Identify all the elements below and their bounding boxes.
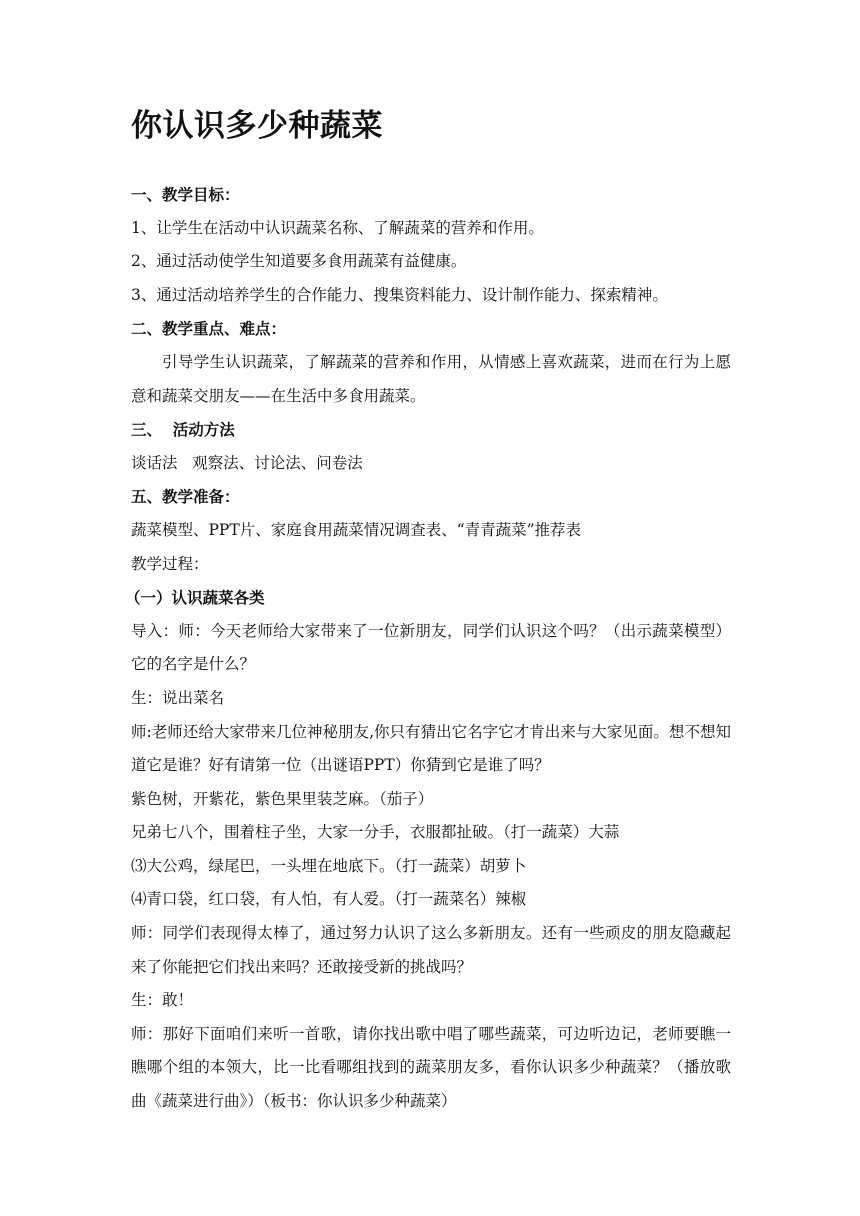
riddle-2: 兄弟七八个，围着柱子坐，大家一分手，衣服都扯破。（打一蔬菜）大蒜 xyxy=(131,823,620,842)
method-heading: 三、 活动方法 xyxy=(131,420,235,440)
student-reply-1: 生：说出菜名 xyxy=(131,688,225,707)
goals-heading: 一、教学目标： xyxy=(131,185,240,204)
preparation-heading: 五、教学准备： xyxy=(131,487,240,507)
riddle-4: ⑷青口袋，红口袋，有人怕，有人爱。（打一蔬菜名）辣椒 xyxy=(131,890,527,909)
teacher-paragraph-2: 师：同学们表现得太棒了，通过努力认识了这么多新朋友。还有一些顽皮的朋友隐藏起来了你能把它们找出来吗？还敢接受新的挑战吗？ xyxy=(131,924,731,976)
key-points-heading: 二、教学重点、难点： xyxy=(131,319,287,339)
process-label: 教学过程： xyxy=(131,554,209,573)
goal-item-1: 1、让学生在活动中认识蔬菜名称、了解蔬菜的营养和作用。 xyxy=(131,218,544,237)
part-one-heading: （一）认识蔬菜各类 xyxy=(125,588,265,608)
teacher-paragraph-3: 师：那好下面咱们来听一首歌，请你找出歌中唱了哪些蔬菜，可边听边记，老师要瞧一瞧哪个组的本领大，比一比看哪组找到的蔬菜朋友多，看你认识多少种蔬菜？（播放歌曲《蔬菜进行曲》）（板书：你认识多少种蔬菜） xyxy=(131,1024,731,1111)
riddle-3: ⑶大公鸡，绿尾巴，一头埋在地底下。（打一蔬菜）胡萝卜 xyxy=(131,856,527,875)
student-reply-2: 生：敢！ xyxy=(131,991,194,1010)
riddle-1: 紫色树，开紫花，紫色果里装芝麻。（茄子） xyxy=(131,789,434,808)
document-title: 你认识多少种蔬菜 xyxy=(131,108,383,144)
teacher-paragraph-1: 师:老师还给大家带来几位神秘朋友,你只有猜出它名字它才肯出来与大家见面。想不想知道它是谁？好有请第一位（出谜语PPT）你猜到它是谁了吗？ xyxy=(131,722,731,775)
preparation-text: 蔬菜模型、PPT片、家庭食用蔬菜情况调查表、“青青蔬菜”推荐表 xyxy=(131,520,582,539)
goal-item-3: 3、通过活动培养学生的合作能力、搜集资料能力、设计制作能力、探索精神。 xyxy=(131,285,668,304)
document-page xyxy=(125,100,731,1119)
method-text: 谈话法 观察法、讨论法、问卷法 xyxy=(131,453,363,472)
intro-paragraph: 导入：师：今天老师给大家带来了一位新朋友，同学们认识这个吗？（出示蔬菜模型）它的名字是什么？ xyxy=(131,621,731,674)
key-points-text: 引导学生认识蔬菜，了解蔬菜的营养和作用，从情感上喜欢蔬菜，进而在行为上愿意和蔬菜交朋友——在生活中多食用蔬菜。 xyxy=(131,352,731,405)
goal-item-2: 2、通过活动使学生知道要多食用蔬菜有益健康。 xyxy=(131,252,467,271)
